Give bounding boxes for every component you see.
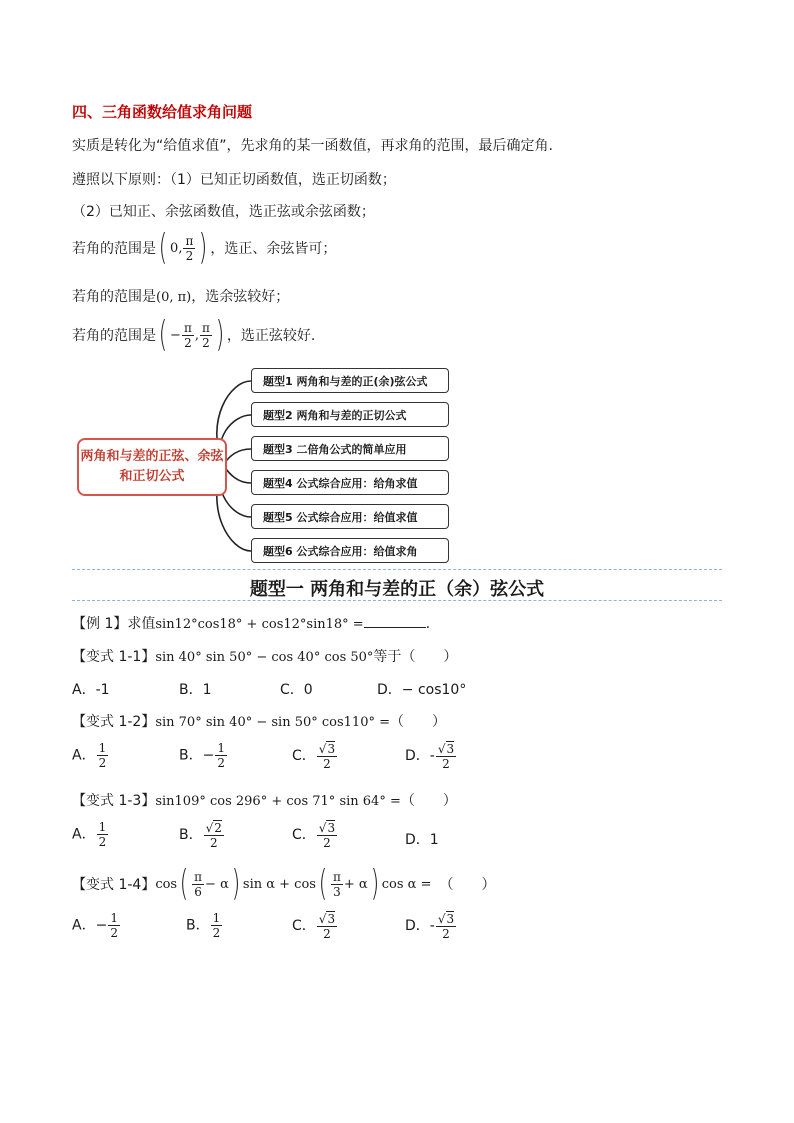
range1-interval <box>156 227 210 268</box>
mindmap-item-3: 题型3 二倍角公式的简单应用 <box>251 436 449 461</box>
mindmap-item-5: 题型5 公式综合应用：给值求值 <box>251 504 449 529</box>
variant-label: 【变式 1-4】 <box>72 877 156 893</box>
variant-1-1 <box>72 646 457 666</box>
variant-expr: sin109° cos 296° + cos 71° sin 64° = <box>155 794 401 809</box>
example-label: 【例 1】求值 <box>72 616 156 632</box>
fraction <box>183 234 195 263</box>
frac-den: 2 <box>98 835 107 849</box>
option-a: A．-1 <box>72 682 110 698</box>
option-label: B． <box>186 917 210 934</box>
minus-sign: − <box>170 327 181 343</box>
section-title: 四、三角函数给值求角问题 <box>72 103 253 121</box>
variant-tail: 等于（ ） <box>373 649 458 665</box>
range2-prefix: 若角的范围是 <box>72 289 156 305</box>
example-1 <box>72 613 430 633</box>
fraction <box>182 321 194 350</box>
frac-den: 2 <box>323 757 331 771</box>
cos-text: cos <box>155 876 178 892</box>
paren-close: ) <box>370 863 379 904</box>
frac-den: 2 <box>184 335 192 350</box>
frac-num: 1 <box>98 820 107 834</box>
mid-expr: sin α + cos <box>242 876 316 892</box>
variant-expr: sin 40° sin 50° − cos 40° cos 50° <box>155 650 374 665</box>
option-label: C． <box>292 827 316 843</box>
option-d: D．− cos10° <box>377 682 467 698</box>
answer-blank <box>364 615 426 628</box>
paren-open: ( <box>179 863 189 904</box>
paren-close: ) <box>199 227 208 268</box>
frac-num: 1 <box>98 741 107 755</box>
variant-1-3 <box>72 790 457 810</box>
fraction <box>192 870 204 899</box>
mindmap-center: 两角和与差的正弦、余弦和正切公式 <box>77 438 227 496</box>
variant-tail: （ ） <box>390 714 446 730</box>
example-expr: sin12°cos18° + cos12°sin18° = <box>155 617 364 632</box>
range-line-1 <box>72 227 337 268</box>
option-b <box>186 911 223 940</box>
example-end: . <box>425 616 431 632</box>
paren-group-1 <box>177 863 243 904</box>
section-heading: 题型一 两角和与差的正（余）弦公式 <box>249 579 545 600</box>
option-label: A．− <box>72 917 108 934</box>
frac-den: 2 <box>110 926 118 940</box>
variant-1-4 <box>72 863 496 904</box>
sqrt-icon: √ <box>318 912 327 926</box>
text-line-2: 遵照以下原则：（1）已知正切函数值，选正切函数； <box>72 172 396 188</box>
minus-alpha: − α <box>205 876 229 892</box>
comma: , <box>194 327 199 343</box>
fraction <box>331 870 343 899</box>
option-b <box>179 820 225 850</box>
paren-open: ( <box>158 314 168 355</box>
frac-den: 2 <box>185 248 194 263</box>
frac-den: 2 <box>212 926 221 940</box>
frac-den: 2 <box>98 756 107 770</box>
frac-num: 1 <box>217 741 225 755</box>
paren-open: ( <box>158 227 168 268</box>
frac-num: 3 <box>327 742 336 756</box>
range3-prefix: 若角的范围是 <box>72 328 156 344</box>
range2-interval: (0, π) <box>156 290 192 305</box>
option-d <box>405 911 457 941</box>
option-c <box>292 741 338 771</box>
option-c <box>292 820 338 850</box>
range3-interval <box>156 314 227 355</box>
mindmap-item-6: 题型6 公式综合应用：给值求角 <box>251 538 449 563</box>
divider-bottom <box>72 600 722 601</box>
option-d <box>405 741 457 771</box>
frac-num: 2 <box>214 821 222 835</box>
paren-close: ) <box>215 314 225 355</box>
frac-den: 2 <box>202 335 210 350</box>
text-line-3: （2）已知正、余弦函数值，选正弦或余弦函数； <box>72 204 375 220</box>
frac-num: π <box>194 869 203 884</box>
option-a <box>72 741 109 770</box>
mindmap-item-1: 题型1 两角和与差的正(余)弦公式 <box>251 368 449 393</box>
sqrt-icon: √ <box>318 821 327 835</box>
frac-num: 1 <box>212 911 221 925</box>
frac-num: 3 <box>327 821 336 835</box>
option-label: D．- <box>405 748 435 764</box>
variant-expr: sin 70° sin 40° − sin 50° cos110° = <box>155 715 390 730</box>
frac-den: 2 <box>323 836 331 850</box>
range3-suffix: ，选正弦较好. <box>226 328 316 344</box>
frac-num: 3 <box>446 912 455 926</box>
option-label: A． <box>72 826 96 843</box>
frac-num: π <box>333 869 341 884</box>
option-a <box>72 911 121 940</box>
frac-den: 3 <box>333 884 341 899</box>
option-d: D．1 <box>405 832 439 848</box>
range1-prefix: 若角的范围是 <box>72 241 156 257</box>
sqrt-icon: √ <box>205 821 214 835</box>
sqrt-icon: √ <box>318 742 327 756</box>
frac-den: 6 <box>194 884 202 899</box>
option-label: A． <box>72 747 96 764</box>
option-b <box>179 741 228 770</box>
sqrt-icon: √ <box>437 742 446 756</box>
variant-label: 【变式 1-3】 <box>72 793 156 809</box>
paren-close: ) <box>231 863 241 904</box>
end-expr: cos α = <box>381 876 432 892</box>
option-label: B． <box>179 827 203 843</box>
sqrt-icon: √ <box>437 912 446 926</box>
frac-num: 1 <box>110 911 118 925</box>
option-c <box>292 911 338 941</box>
option-label: D．- <box>405 918 435 934</box>
option-label: C． <box>292 918 316 934</box>
frac-den: 2 <box>442 927 450 941</box>
option-a <box>72 820 109 849</box>
paren-open: ( <box>318 863 328 904</box>
range1-suffix: ，选正、余弦皆可； <box>210 241 337 257</box>
frac-num: π <box>183 320 192 335</box>
mindmap-item-4: 题型4 公式综合应用：给角求值 <box>251 470 449 495</box>
variant-1-2 <box>72 711 446 731</box>
frac-den: 2 <box>442 757 450 771</box>
plus-alpha: + α <box>343 876 368 892</box>
divider-top <box>72 569 722 570</box>
option-label: B．− <box>179 747 215 764</box>
variant-tail: （ ） <box>439 877 496 893</box>
frac-num: π <box>185 233 194 248</box>
range2-suffix: ，选余弦较好； <box>191 289 290 305</box>
fraction <box>200 321 212 350</box>
variant-label: 【变式 1-2】 <box>72 714 156 730</box>
frac-den: 2 <box>209 836 218 850</box>
range-line-3 <box>72 314 316 355</box>
frac-num: 3 <box>327 912 336 926</box>
mindmap-item-2: 题型2 两角和与差的正切公式 <box>251 402 449 427</box>
frac-num: π <box>201 320 210 335</box>
paren-group-2 <box>316 863 382 904</box>
frac-num: 3 <box>446 742 455 756</box>
text-line-1: 实质是转化为“给值求值”，先求角的某一函数值，再求角的范围，最后确定角. <box>72 138 553 154</box>
option-c: C．0 <box>280 682 313 698</box>
range-line-2 <box>72 286 289 306</box>
option-label: C． <box>292 748 316 764</box>
frac-den: 2 <box>323 927 331 941</box>
variant-label: 【变式 1-1】 <box>72 649 156 665</box>
variant-tail: （ ） <box>400 793 457 809</box>
frac-den: 2 <box>217 756 225 770</box>
range1-open: 0, <box>170 240 183 256</box>
option-b: B．1 <box>179 682 212 698</box>
